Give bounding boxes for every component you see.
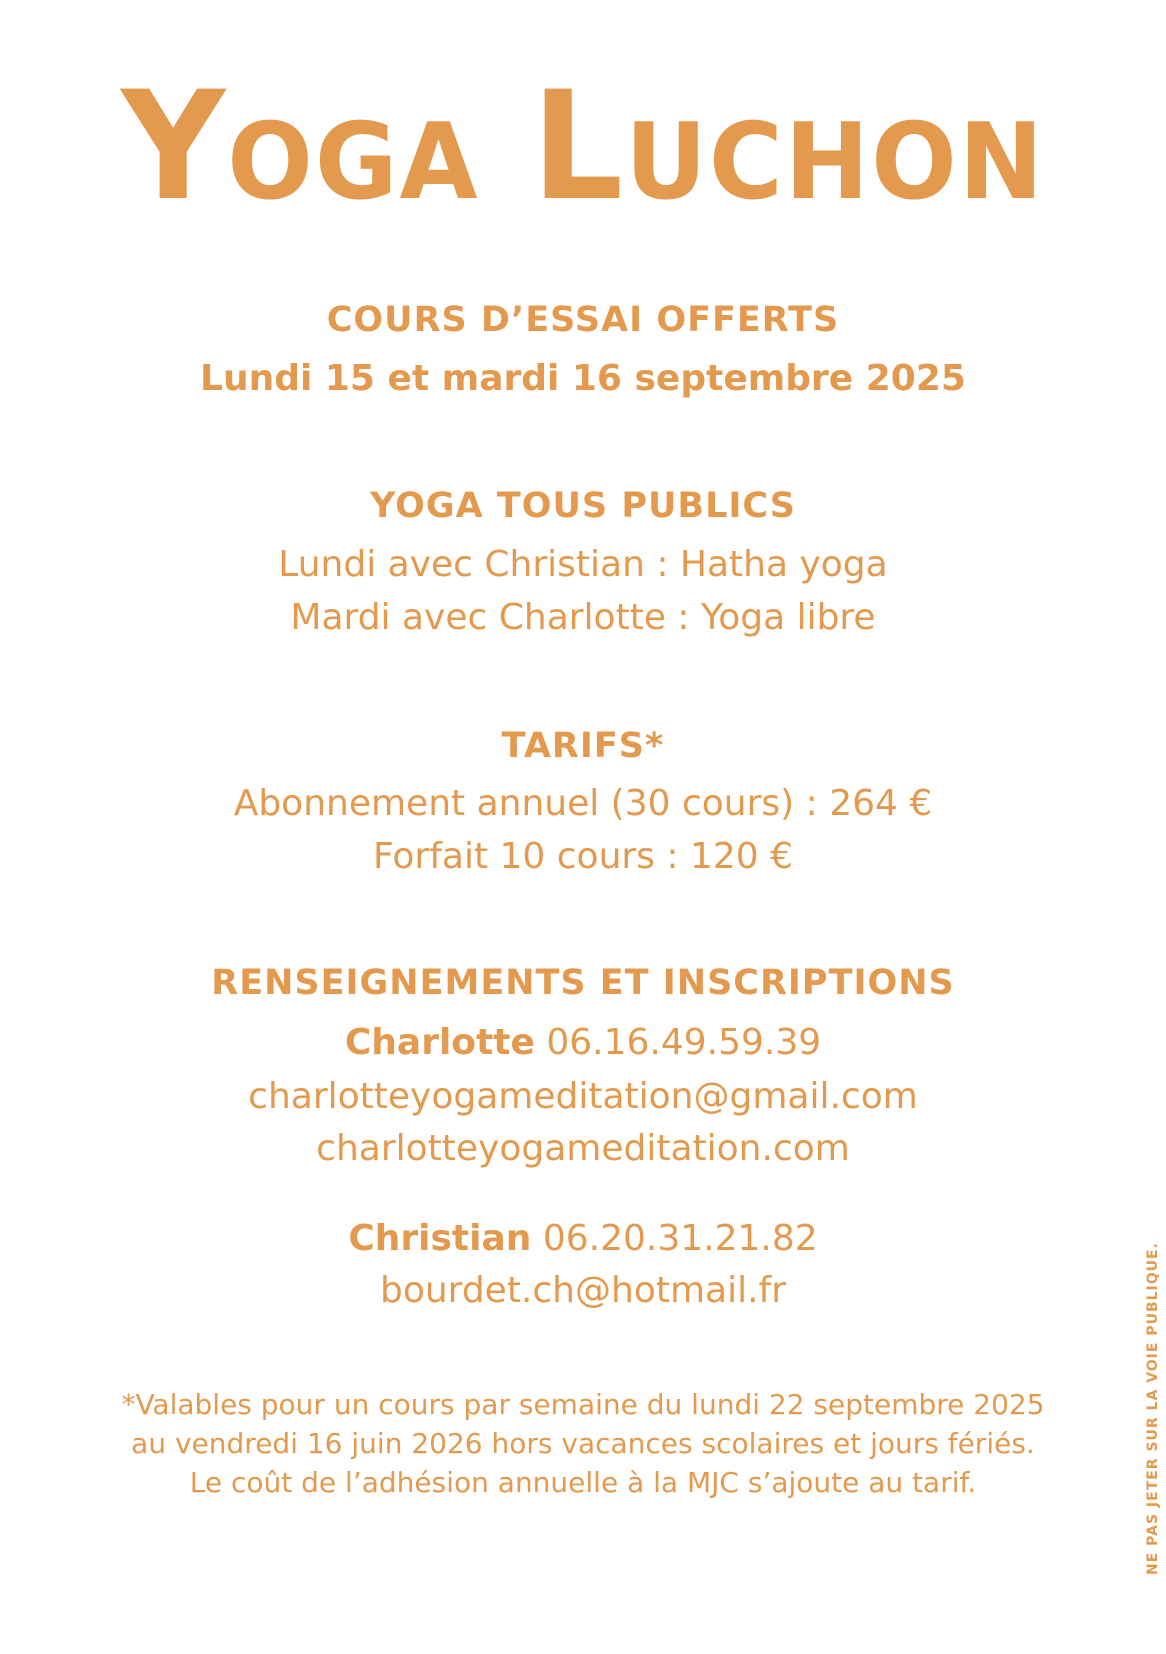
class-item-tuesday: Mardi avec Charlotte : Yoga libre: [290, 597, 876, 638]
contact-christian-email[interactable]: bourdet.ch@hotmail.fr: [379, 1270, 787, 1311]
contact-charlotte-phone-line: [0, 1022, 1166, 1063]
footnote-line-2: au vendredi 16 juin 2026 hors vacances scolaires et jours fériés.: [131, 1427, 1035, 1460]
trial-heading: COURS D’ESSAI OFFERTS: [326, 300, 840, 340]
contact-christian-name: Christian: [348, 1218, 532, 1259]
footnote-line-3: Le coût de l’adhésion annuelle à la MJC s’ajoute au tarif.: [189, 1466, 977, 1499]
contact-christian-phone-line: [0, 1218, 1166, 1259]
tarif-item-annual: Abonnement annuel (30 cours) : 264 €: [233, 783, 933, 824]
flyer-title: Yoga Luchon: [121, 60, 1045, 234]
tarifs-heading: TARIFS*: [501, 726, 665, 766]
classes-heading: YOGA TOUS PUBLICS: [370, 486, 796, 526]
contact-charlotte-phone[interactable]: 06.16.49.59.39: [534, 1022, 822, 1063]
contact-heading: RENSEIGNEMENTS ET INSCRIPTIONS: [211, 963, 955, 1003]
side-notice: NE PAS JETER SUR LA VOIE PUBLIQUE.: [1145, 1242, 1161, 1575]
contact-charlotte-website[interactable]: charlotteyogameditation.com: [316, 1128, 850, 1169]
tarif-item-forfait: Forfait 10 cours : 120 €: [372, 836, 794, 877]
contact-charlotte-email[interactable]: charlotteyogameditation@gmail.com: [248, 1076, 918, 1117]
contact-christian-phone[interactable]: 06.20.31.21.82: [531, 1218, 818, 1259]
class-item-monday: Lundi avec Christian : Hatha yoga: [278, 544, 888, 585]
footnote-line-1: *Valables pour un cours par semaine du lundi 22 septembre 2025: [121, 1388, 1045, 1421]
contact-charlotte-name: Charlotte: [344, 1022, 535, 1063]
trial-dates: Lundi 15 et mardi 16 septembre 2025: [200, 358, 966, 399]
